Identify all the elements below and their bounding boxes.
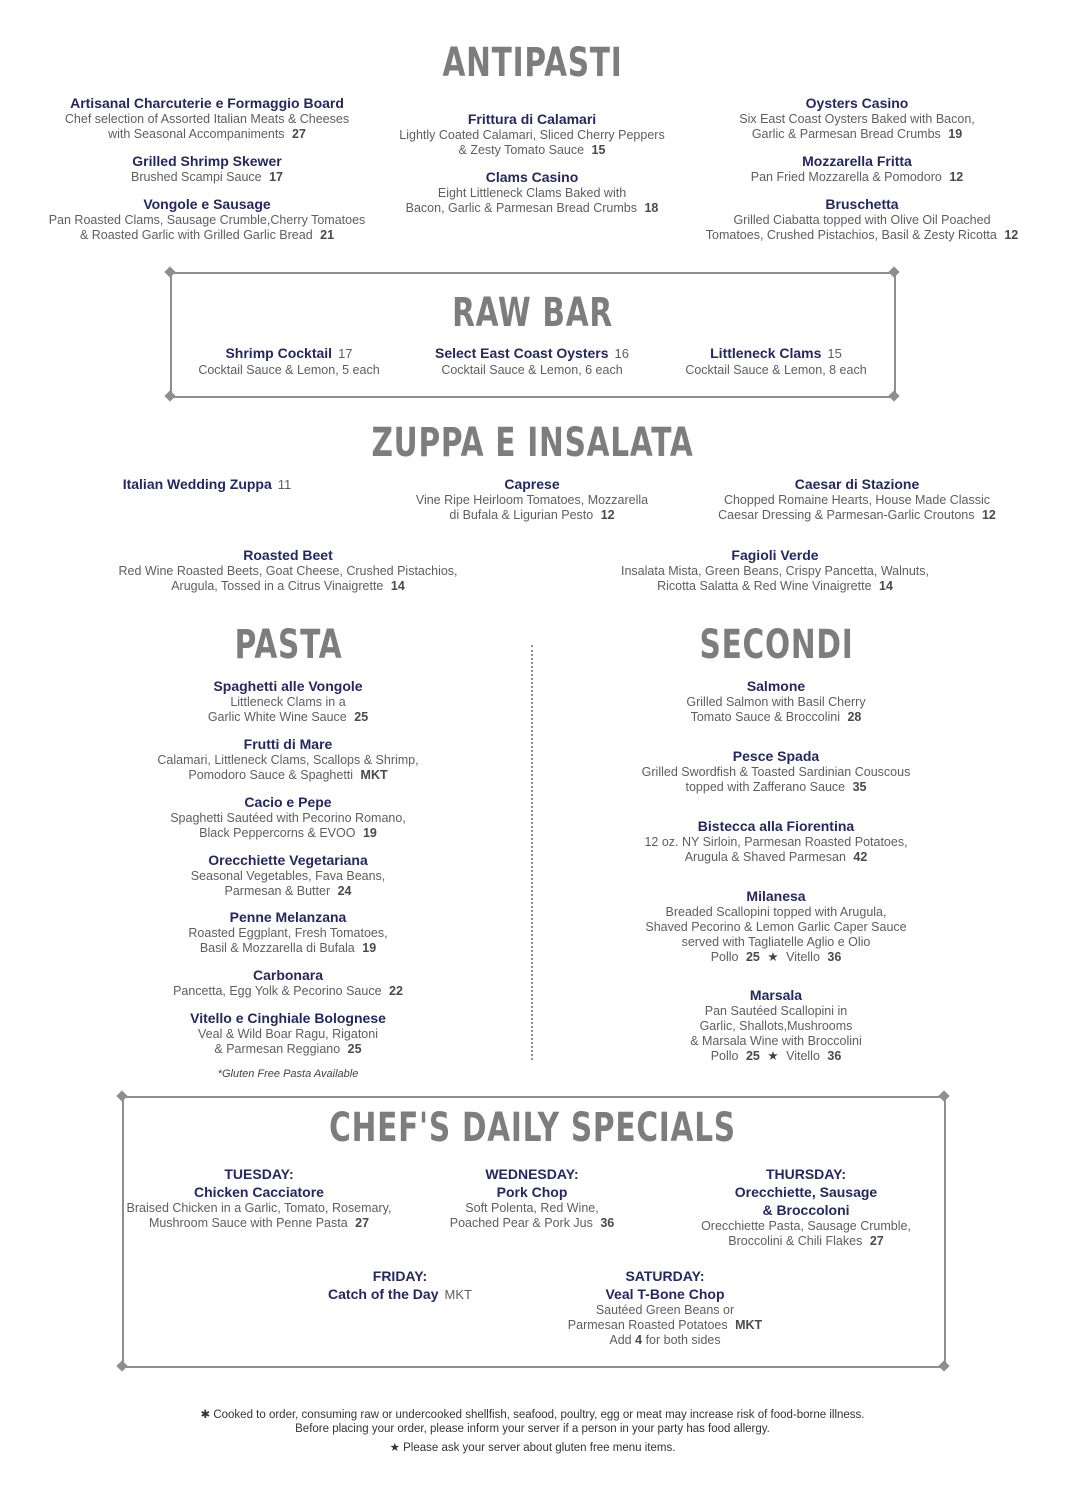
item-name: Select East Coast Oysters 16 [435,345,629,361]
item-desc: Braised Chicken in a Garlic, Tomato, Rosemary, [126,1201,392,1215]
item-desc: Arugula & Shaved Parmesan 42 [684,850,868,864]
star-icon: ★ [767,950,779,964]
item-price: 36 [600,1216,615,1230]
special-day: TUESDAY: [224,1166,294,1182]
allergy-notice: Before placing your order, please inform your server if a person in your party has food allergy. [295,1423,770,1435]
menu-item [687,475,1027,523]
item-name: Chicken Cacciatore [194,1184,324,1200]
menu-item [636,344,916,378]
item-options: Pollo 25 ★ Vitello 36 [710,950,842,964]
item-price: 15 [827,346,842,361]
item-desc: Chopped Romaine Hearts, House Made Classic [723,493,991,507]
menu-item [362,110,702,158]
menu-item [37,152,377,185]
item-desc: Parmesan & Butter 24 [224,884,352,898]
item-desc: Cocktail Sauce & Lemon, 8 each [685,363,867,377]
item-price: 12 [981,508,996,522]
secondi-heading: SECONDI [699,622,854,668]
menu-item [118,851,458,899]
menu-item [687,94,1027,142]
item-price: 15 [591,143,606,157]
menu-item [118,1009,458,1057]
item-desc: & Roasted Garlic with Grilled Garlic Bread 21 [79,228,335,242]
item-name: Artisanal Charcuterie e Formaggio Board [70,95,344,111]
item-price: MKT [735,1318,763,1332]
item-price: 22 [389,984,403,998]
item-desc: Six East Coast Oysters Baked with Bacon, [739,112,975,126]
item-name: Orecchiette Vegetariana [208,852,368,868]
item-desc: Arugula, Tossed in a Citrus Vinaigrette 14 [171,579,405,593]
item-price: 25 [745,950,760,964]
item-name: Littleneck Clams 15 [710,345,842,361]
item-price: 27 [869,1234,884,1248]
item-desc: Grilled Ciabatta topped with Olive Oil Poached [733,213,991,227]
food-safety-notice: ✱ Cooked to order, consuming raw or undercooked shellfish, seafood, poultry, egg or meat may increase risk of food-borne illness. [200,1409,865,1421]
item-price: 11 [277,477,292,492]
item-desc: Calamari, Littleneck Clams, Scallops & Shrimp, [157,753,419,767]
antipasti-heading: ANTIPASTI [442,40,623,86]
special-day: SATURDAY: [625,1268,705,1284]
item-name: Shrimp Cocktail 17 [225,345,353,361]
menu-item [606,887,946,965]
item-desc: Red Wine Roasted Beets, Goat Cheese, Crushed Pistachios, [118,564,458,578]
menu-item [392,344,672,378]
item-name: Fagioli Verde [731,547,819,563]
item-price: 18 [644,201,659,215]
item-desc: Soft Polenta, Red Wine, [465,1201,599,1215]
item-desc: Tomatoes, Crushed Pistachios, Basil & Zesty Ricotta 12 [705,228,1019,242]
item-desc: with Seasonal Accompaniments 27 [108,127,306,141]
item-desc: & Zesty Tomato Sauce 15 [458,143,606,157]
menu-item [149,344,429,378]
special-day: THURSDAY: [765,1166,847,1182]
item-name: Vitello e Cinghiale Bolognese [190,1010,386,1026]
item-price: 27 [292,127,306,141]
menu-item [606,817,946,865]
item-price: MKT [360,768,388,782]
item-desc: Black Peppercorns & EVOO 19 [199,826,377,840]
item-name: Italian Wedding Zuppa 11 [122,476,292,492]
menu-item [37,94,377,142]
item-desc: Roasted Eggplant, Fresh Tomatoes, [188,926,388,940]
item-desc: Sautéed Green Beans or [595,1303,735,1317]
item-name: Caprese [504,476,560,492]
item-name: Cacio e Pepe [244,794,332,810]
item-desc: Ricotta Salatta & Red Wine Vinaigrette 14 [657,579,893,593]
item-desc: Shaved Pecorino & Lemon Garlic Caper Sauce [645,920,907,934]
item-name: Milanesa [746,888,806,904]
menu-item [687,152,1027,185]
star-icon: ★ [767,1049,779,1063]
item-price: 36 [827,950,842,964]
item-name: Veal T-Bone Chop [605,1286,725,1302]
item-price: 25 [347,1042,362,1056]
item-desc: Lightly Coated Calamari, Sliced Cherry Peppers [399,128,665,142]
item-desc: Garlic White Wine Sauce 25 [207,710,369,724]
item-name: Clams Casino [485,169,579,185]
item-price: 42 [853,850,868,864]
item-desc: Insalata Mista, Green Beans, Crispy Pancetta, Walnuts, [620,564,929,578]
menu-item [606,677,946,725]
menu-item [37,475,377,494]
item-price: 24 [337,884,352,898]
special-day: FRIDAY: [372,1268,428,1284]
item-desc: Garlic & Parmesan Bread Crumbs 19 [751,127,963,141]
item-name: Frutti di Mare [243,736,333,752]
item-name: Caesar di Stazione [794,476,920,492]
item-price: 17 [269,170,284,184]
menu-item [98,546,478,594]
menu-item [37,195,377,243]
item-name: Penne Melanzana [229,909,347,925]
item-desc: topped with Zafferano Sauce 35 [685,780,867,794]
item-name: Mozzarella Fritta [802,153,912,169]
item-name: Marsala [749,987,803,1003]
menu-item [687,195,1037,243]
item-price: 14 [390,579,405,593]
gluten-free-note: *Gluten Free Pasta Available [217,1068,359,1080]
item-name: Orecchiette, Sausage [734,1184,878,1200]
zuppa-heading: ZUPPA E INSALATA [371,420,694,466]
item-desc: Cocktail Sauce & Lemon, 6 each [441,363,623,377]
item-desc: Chef selection of Assorted Italian Meats & Cheeses [64,112,350,126]
item-desc: Parmesan Roasted Potatoes MKT [567,1318,763,1332]
column-divider [531,645,533,1060]
menu-item [118,908,458,956]
menu-item [606,747,946,795]
item-desc: Pan Roasted Clams, Sausage Crumble,Cherry Tomatoes [48,213,366,227]
item-price: 27 [355,1216,370,1230]
item-price: 19 [362,826,377,840]
specials-heading: CHEF'S DAILY SPECIALS [329,1105,736,1151]
item-name: Roasted Beet [243,547,333,563]
item-price: 12 [600,508,615,522]
item-name: Carbonara [252,967,324,983]
item-desc: Pan Fried Mozzarella & Pomodoro 12 [750,170,964,184]
item-options: Pollo 25 ★ Vitello 36 [710,1049,842,1063]
menu-item [362,475,702,523]
item-desc: Tomato Sauce & Broccolini 28 [690,710,862,724]
item-desc: Pomodoro Sauce & Spaghetti MKT [188,768,388,782]
item-price: 25 [354,710,369,724]
item-desc: Vine Ripe Heirloom Tomatoes, Mozzarella [415,493,649,507]
special-day: WEDNESDAY: [485,1166,579,1182]
item-desc: Caesar Dressing & Parmesan-Garlic Croutons 12 [718,508,996,522]
special-item [636,1165,976,1249]
raw-bar-heading: RAW BAR [452,290,613,336]
item-price: 16 [614,346,629,361]
item-desc: Littleneck Clams in a [230,695,346,709]
item-price: 36 [827,1049,842,1063]
item-price: 4 [635,1333,643,1347]
gluten-free-notice: ★ Please ask your server about gluten free menu items. [389,1442,676,1454]
item-desc: & Parmesan Reggiano 25 [214,1042,362,1056]
item-price: 28 [847,710,862,724]
item-price: 12 [1004,228,1019,242]
item-desc: Orecchiette Pasta, Sausage Crumble, [701,1219,911,1233]
item-name: & Broccoloni [762,1202,850,1218]
item-desc: Add 4 for both sides [609,1333,721,1347]
item-desc: Basil & Mozzarella di Bufala 19 [199,941,377,955]
pasta-heading: PASTA [234,622,343,668]
menu-item [118,793,458,841]
item-desc: Spaghetti Sautéed with Pecorino Romano, [170,811,406,825]
item-name: Grilled Shrimp Skewer [132,153,282,169]
item-name: Frittura di Calamari [467,111,597,127]
item-desc: di Bufala & Ligurian Pesto 12 [449,508,615,522]
item-desc: Eight Littleneck Clams Baked with [437,186,627,200]
menu-item [118,677,458,725]
item-name: Bruschetta [825,196,899,212]
item-desc: Garlic, Shallots,Mushrooms [699,1019,853,1033]
item-price: 21 [320,228,335,242]
item-price: MKT [444,1287,472,1302]
item-price: 35 [852,780,867,794]
item-desc: Grilled Salmon with Basil Cherry [686,695,866,709]
item-price: 12 [949,170,964,184]
item-price: 19 [362,941,377,955]
item-desc: Veal & Wild Boar Ragu, Rigatoni [198,1027,378,1041]
item-price: 25 [745,1049,760,1063]
item-desc: 12 oz. NY Sirloin, Parmesan Roasted Potatoes, [644,835,908,849]
item-desc: Bacon, Garlic & Parmesan Bread Crumbs 18 [405,201,659,215]
item-price: 14 [879,579,893,593]
menu-item [606,986,946,1064]
menu-item [585,546,965,594]
item-desc: Seasonal Vegetables, Fava Beans, [190,869,386,883]
item-desc: Mushroom Sauce with Penne Pasta 27 [148,1216,370,1230]
item-name: Catch of the Day MKT [328,1286,472,1302]
item-name: Vongole e Sausage [143,196,271,212]
item-name: Spaghetti alle Vongole [213,678,363,694]
item-desc: Grilled Swordfish & Toasted Sardinian Couscous [641,765,911,779]
menu-item [362,168,702,216]
item-desc: Poached Pear & Pork Jus 36 [449,1216,615,1230]
menu-item [118,966,458,999]
item-desc: served with Tagliatelle Aglio e Olio [681,935,871,949]
item-desc: Pan Sautéed Scallopini in [704,1004,848,1018]
item-name: Pork Chop [496,1184,568,1200]
item-desc: Cocktail Sauce & Lemon, 5 each [198,363,380,377]
item-name: Oysters Casino [805,95,909,111]
item-desc: & Marsala Wine with Broccolini [690,1034,862,1048]
item-desc: Breaded Scallopini topped with Arugula, [665,905,887,919]
menu-item [118,735,458,783]
item-name: Pesce Spada [732,748,820,764]
item-desc: Brushed Scampi Sauce 17 [130,170,284,184]
item-name: Salmone [746,678,806,694]
item-desc: Pancetta, Egg Yolk & Pecorino Sauce 22 [173,984,403,998]
item-price: 19 [948,127,963,141]
item-price: 17 [338,346,353,361]
item-desc: Broccolini & Chili Flakes 27 [728,1234,884,1248]
item-name: Bistecca alla Fiorentina [697,818,855,834]
special-item [495,1267,835,1348]
